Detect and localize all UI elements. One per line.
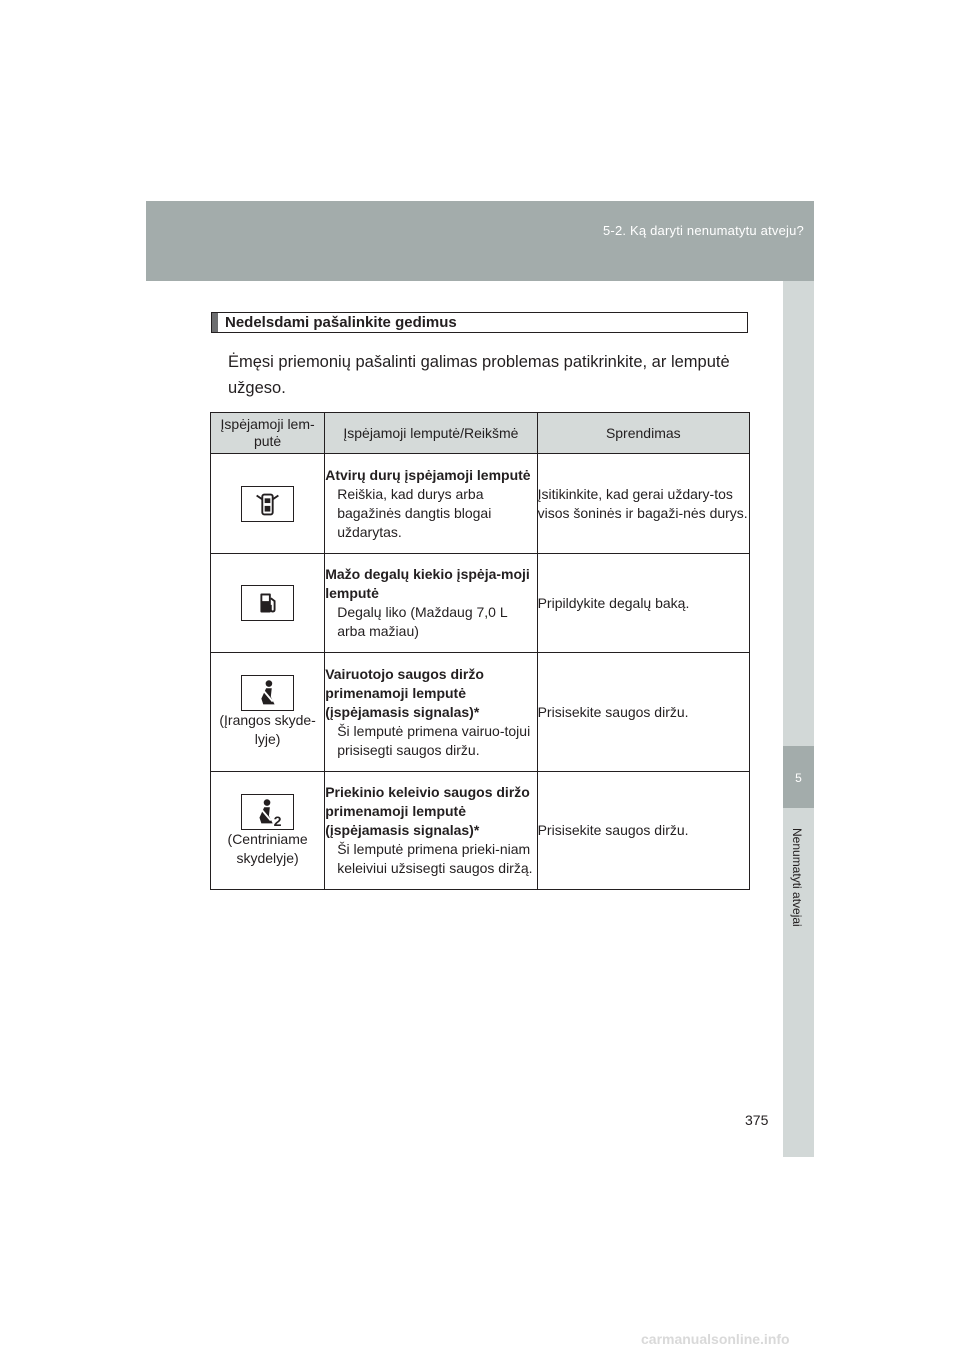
light-title: Vairuotojo saugos diržo primenamoji lemputė (įspėjamasis signalas)* — [325, 665, 484, 720]
meaning-cell — [325, 653, 537, 772]
section-title-bar — [212, 313, 218, 332]
page-number: 375 — [745, 1112, 769, 1128]
solution-cell: Prisisekite saugos diržu. — [537, 772, 749, 890]
header-solution: Sprendimas — [537, 413, 749, 454]
side-strip — [783, 281, 814, 1157]
icon-location: (Įrangos skyde-lyje) — [219, 712, 316, 747]
icon-cell — [211, 653, 325, 772]
light-meaning: Ši lemputė primena vairuo-tojui prisisegti saugos diržu. — [337, 722, 531, 758]
solution-cell: Prisisekite saugos diržu. — [537, 653, 749, 772]
table-row — [211, 772, 750, 890]
section-title: Nedelsdami pašalinkite gedimus — [225, 314, 457, 331]
section-title-box — [211, 312, 748, 333]
solution-cell: Pripildykite degalų baką. — [537, 554, 749, 653]
svg-text:2: 2 — [273, 813, 282, 829]
light-meaning: Degalų liko (Maždaug 7,0 L arba mažiau) — [337, 604, 508, 639]
meaning-cell — [325, 454, 537, 554]
light-meaning: Reiškia, kad durys arba bagažinės dangtis blogai uždarytas. — [337, 485, 492, 540]
header-band — [146, 201, 814, 281]
fuel-pump-icon — [241, 585, 294, 621]
table-row — [211, 554, 750, 653]
header-meaning: Įspėjamoji lemputė/Reikšmė — [325, 413, 537, 454]
section-breadcrumb: 5-2. Ką daryti nenumatytu atveju? — [603, 223, 804, 238]
seatbelt-icon — [241, 675, 294, 711]
light-title: Mažo degalų kiekio įspėja-moji lemputė — [325, 566, 530, 601]
light-title: Atvirų durų įspėjamoji lemputė — [325, 466, 531, 483]
icon-cell — [211, 454, 325, 554]
door-open-icon — [241, 486, 294, 522]
watermark: carmanualsonline.info — [641, 1331, 790, 1347]
table-header-row — [211, 413, 750, 454]
warning-table — [210, 412, 750, 890]
icon-cell — [211, 772, 325, 890]
light-meaning: Ši lemputė primena prieki-niam keleiviui užsisegti saugos diržą. — [337, 841, 533, 876]
solution-cell: Įsitikinkite, kad gerai uždary-tos visos šoninės ir bagaži-nės durys. — [537, 454, 749, 554]
meaning-cell — [325, 554, 537, 653]
table-row — [211, 454, 750, 554]
intro-paragraph: Ėmęsi priemonių pašalinti galimas problemas patikrinkite, ar lemputė užgeso. — [228, 353, 730, 397]
light-title: Priekinio keleivio saugos diržo primenamoji lemputė (įspėjamasis signalas)* — [325, 784, 530, 838]
meaning-cell — [325, 772, 537, 890]
seatbelt-passenger-icon — [241, 794, 294, 830]
table-row — [211, 653, 750, 772]
icon-cell — [211, 554, 325, 653]
icon-location: (Centriniame skydelyje) — [227, 830, 308, 866]
chapter-title: Nenumatyti atvejai — [790, 828, 804, 927]
chapter-number: 5 — [795, 771, 802, 785]
header-light: Įspėjamoji lem-putė — [211, 413, 325, 454]
